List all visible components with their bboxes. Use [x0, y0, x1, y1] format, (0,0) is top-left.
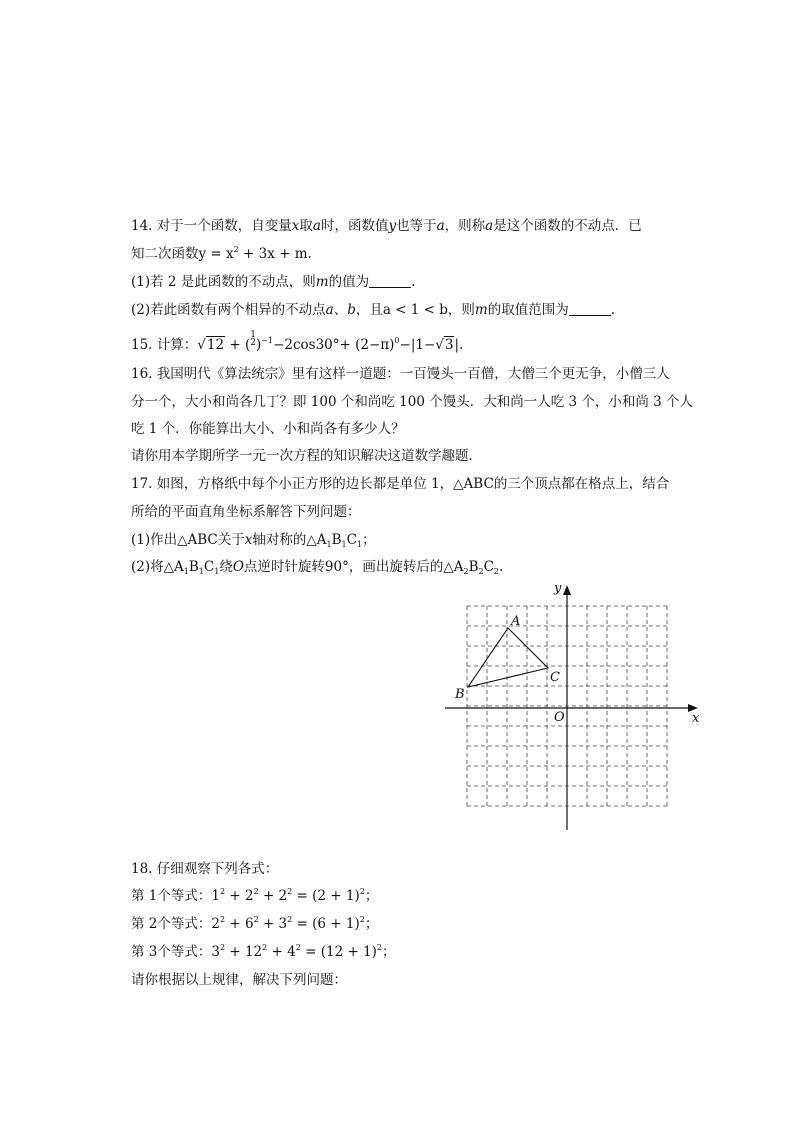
q17-part2: [131, 557, 503, 577]
subscript: 1: [214, 567, 220, 576]
q14-text: 是这个函数的不动点．已: [493, 218, 642, 234]
eq-term: + 12: [225, 944, 263, 960]
q16-line3: [131, 419, 405, 439]
var-m: m: [474, 302, 488, 318]
period: .: [499, 559, 504, 575]
q16-text: 我国明代《算法统宗》里有这样一道题：一百馒头一百僧，大僧三个更无争，小僧三人: [156, 366, 670, 382]
tri-b: B: [468, 559, 479, 575]
cos-term: −2cos30°+ (2−π): [273, 337, 395, 353]
q17-part2-text: 绕: [219, 559, 233, 575]
tri-b: B: [331, 532, 342, 548]
q14-part2-text: ，且: [355, 302, 383, 318]
abs-close: |.: [454, 337, 464, 353]
exponent-zero: 0: [394, 336, 400, 345]
var-a: a: [312, 218, 321, 234]
q14-part1: [131, 272, 415, 292]
q14-part2-text: (2)若此函数有两个相异的不动点: [131, 302, 326, 318]
label-b: B: [455, 687, 465, 702]
label-o: O: [554, 710, 565, 725]
var-a: a: [485, 218, 494, 234]
q17-number: 17.: [131, 476, 153, 492]
subscript: 1: [198, 567, 204, 576]
triangle-abc: △ABC: [177, 532, 218, 548]
q14-text: 也等于: [396, 218, 437, 234]
paren: ): [255, 337, 262, 353]
subscript: 1: [326, 540, 332, 549]
triangle-abc: △ABC: [453, 476, 494, 492]
answer-blank: [569, 303, 611, 316]
eq-term: + 6: [225, 916, 254, 932]
q14-part2-text: ，则: [447, 302, 475, 318]
q14-part1-text: (1)若 2 是此函数的不动点，则: [131, 274, 316, 290]
eq-index: 3: [148, 944, 158, 960]
eq-term: 2: [211, 916, 220, 932]
sqrt-3: 3: [444, 337, 454, 353]
period: .: [610, 302, 616, 318]
q18-title: 仔细观察下列各式：: [156, 861, 279, 877]
quadratic-function: y = x: [198, 246, 234, 262]
subscript: 2: [478, 567, 484, 576]
eq-prefix: 第: [131, 888, 145, 904]
var-b: b: [347, 302, 356, 318]
q14-text: 知二次函数: [131, 246, 199, 262]
triangle-a1b1c1: [306, 532, 362, 548]
eq-mid: 个等式：: [157, 916, 212, 932]
exponent: 2: [219, 887, 226, 896]
q17-part1-text: (1)作出: [131, 532, 178, 548]
eq-term: + 2: [258, 888, 288, 904]
label-x: x: [692, 711, 700, 726]
tri-c: C: [203, 559, 215, 575]
q16-text: 吃 1 个．你能算出大小、小和尚各有多少人？: [131, 421, 405, 437]
exponent-neg-one: −1: [261, 336, 274, 345]
q16-number: 16.: [131, 366, 153, 382]
label-c: C: [550, 670, 560, 685]
q14-part2: (2)若此函数有两个相异的不动点a、b，且a < 1 < b，则m的取值范围为 .: [131, 302, 616, 318]
var-o: O: [232, 559, 244, 575]
q14-part2-text: 的取值范围为: [487, 302, 569, 318]
q17-part1-text: 关于: [217, 532, 245, 548]
q17-part1-text: 轴对称的: [252, 532, 307, 548]
quadratic-function-tail: + 3x + m.: [238, 246, 312, 262]
q15-number: 15.: [131, 337, 153, 353]
period: .: [411, 274, 416, 290]
exponent: 2: [295, 943, 301, 952]
q17-line1: [131, 474, 669, 494]
var-a: a: [436, 218, 445, 234]
q16-text: 分一个，大小和尚各几丁？即 100 个和尚吃 100 个馒头．大和尚一人吃 3 个，小和尚 3 个人: [131, 394, 694, 410]
q14-number: 14.: [131, 218, 153, 234]
q17-text: 的三个顶点都在格点上，结合: [493, 476, 670, 492]
label-y: y: [554, 581, 562, 596]
tri-a: △A: [163, 559, 184, 575]
triangle-a2b2c2: [443, 559, 499, 575]
exponent: 2: [359, 887, 365, 896]
var-x: x: [291, 218, 300, 234]
q14-part1-text: 的值为: [328, 274, 370, 290]
q18-eq2: [131, 914, 378, 934]
q16-line4: [131, 446, 482, 466]
subscript: 1: [183, 567, 189, 576]
q17-text: 如图，方格纸中每个小正方形的边长都是单位 1，: [156, 476, 454, 492]
abs-term: −|1−: [399, 337, 436, 353]
exponent: 2: [287, 915, 293, 924]
var-a: a: [325, 302, 334, 318]
semicolon: ；: [364, 888, 379, 904]
q14-text: 对于一个函数，自变量: [156, 218, 292, 234]
eq-term: + 2: [225, 888, 254, 904]
eq-index: 1: [148, 888, 158, 904]
eq-term: 1: [211, 888, 220, 904]
q17-part1: [131, 530, 376, 550]
var-m: m: [315, 274, 329, 290]
triangle-a1b1c1: [164, 559, 220, 575]
tri-a: △A: [306, 532, 327, 548]
tri-b: B: [188, 559, 199, 575]
exponent: 2: [219, 943, 226, 952]
inequality: a < 1 < b: [382, 302, 448, 318]
eq-mid: 个等式：: [157, 944, 212, 960]
tri-c: C: [346, 532, 357, 548]
q17-part2-text: 点逆时针旋转90°，画出旋转后的: [243, 559, 444, 575]
semicolon: ；: [382, 944, 396, 960]
exponent: 2: [233, 245, 239, 254]
plus: + (: [225, 337, 251, 353]
exponent: 2: [287, 887, 293, 896]
eq-term: = (2 + 1): [292, 888, 360, 904]
eq-term: 3: [211, 944, 220, 960]
eq-term: + 3: [258, 916, 288, 932]
tri-c: C: [483, 559, 494, 575]
q16-line1: [131, 364, 670, 384]
q17-line2: [131, 502, 361, 522]
q14-text: 取: [299, 218, 313, 234]
eq-term: = (6 + 1): [292, 916, 360, 932]
subscript: 1: [341, 540, 347, 549]
exponent: 2: [262, 943, 268, 952]
subscript: 2: [463, 567, 469, 576]
q18-text: 请你根据以上规律，解决下列问题：: [131, 972, 347, 988]
exponent: 2: [253, 915, 259, 924]
q18-eq3: [131, 942, 396, 962]
q14-line1: [131, 216, 642, 236]
q15-line: 15. 计算：√12 + (1 $2)^{-1}-2\cos 30^\circ+ (2-\pi)^0-|1-√3|$.: [131, 330, 464, 353]
exponent: 2: [253, 887, 259, 896]
label-a: A: [511, 614, 521, 629]
subscript: 2: [493, 567, 500, 576]
q14-text: ，则称: [444, 218, 486, 234]
exponent: 2: [376, 943, 383, 952]
exponent: 2: [359, 915, 365, 924]
q16-text: 请你用本学期所学一元一次方程的知识解决这道数学趣题．: [131, 448, 482, 464]
eq-mid: 个等式：: [157, 888, 212, 904]
q18-last: [131, 970, 347, 990]
sqrt-12: 12: [206, 337, 225, 353]
eq-prefix: 第: [131, 944, 145, 960]
var-x: x: [244, 532, 253, 548]
q14-line2: [131, 244, 312, 264]
var-y: y: [388, 218, 397, 234]
y-axis-arrow: [563, 585, 571, 595]
eq-term: = (12 + 1): [300, 944, 377, 960]
q18-eq1: [131, 886, 378, 906]
answer-blank: [369, 275, 411, 288]
q15-label: 计算：: [156, 337, 198, 353]
exponent: 2: [219, 915, 226, 924]
q14-text: 时，函数值: [320, 218, 389, 234]
subscript: 1: [356, 540, 363, 549]
q18-number: 18.: [131, 861, 153, 877]
tri-a: △A: [443, 559, 464, 575]
eq-index: 2: [148, 916, 158, 932]
semicolon: ；: [362, 532, 376, 548]
triangle-abc-shape: [468, 628, 548, 687]
semicolon: ；: [364, 916, 379, 932]
frac-num: 1: [250, 330, 256, 340]
frac-den: 2: [250, 338, 256, 348]
q16-line2: [131, 392, 693, 412]
q17-part2-text: (2)将: [131, 559, 164, 575]
q18-line1: [131, 859, 278, 879]
q17-text: 所给的平面直角坐标系解答下列问题：: [131, 504, 361, 520]
eq-term: + 4: [267, 944, 296, 960]
coordinate-grid-figure: [440, 575, 705, 835]
eq-prefix: 第: [131, 916, 145, 932]
